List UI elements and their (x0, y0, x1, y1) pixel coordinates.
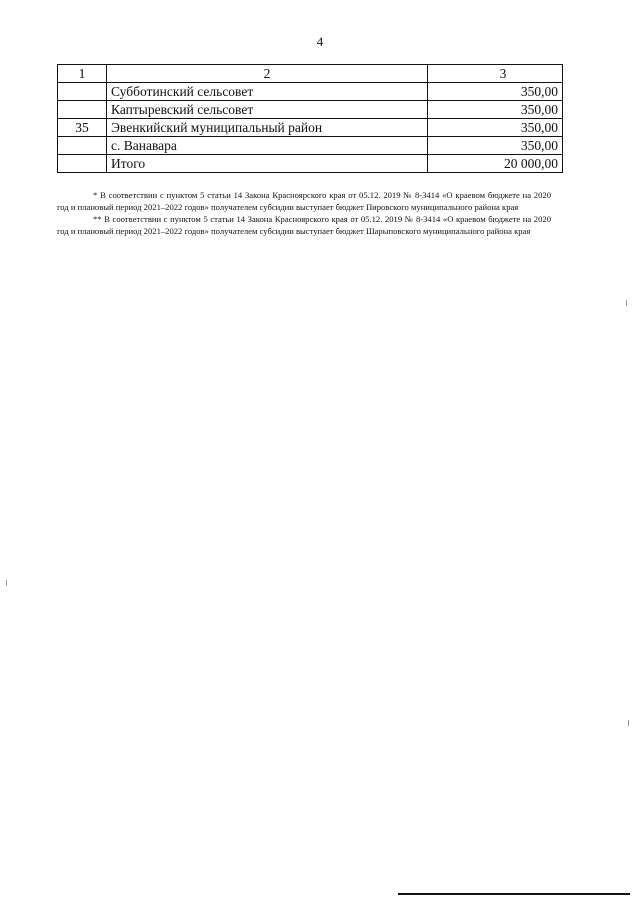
row-amount: 350,00 (428, 119, 563, 137)
row-amount: 20 000,00 (428, 155, 563, 173)
row-number (58, 137, 107, 155)
footnote-1: * В соответствии с пунктом 5 статьи 14 Закона Красноярского края от 05.12. 2019 № 8-3414 «О краевом бюджете на 2020 год и плановый период 2021–2022 годов» получателем субсидии выступает бюджет Пировского муниципального района края (57, 190, 551, 212)
footnote-2: ** В соответствии с пунктом 5 статьи 14 Закона Красноярского края от 05.12. 2019 № 8-3414 «О краевом бюджете на 2020 год и плановый период 2021–2022 годов» получателем субсидии выступает бюджет Шарыповского муниципального района края (57, 214, 551, 236)
table-row (58, 119, 563, 137)
scan-speck (628, 720, 629, 726)
row-number: 35 (58, 119, 107, 137)
page-number: 4 (316, 34, 324, 49)
header-col-3: 3 (428, 65, 563, 83)
table-total-row (58, 155, 563, 173)
header-col-1: 1 (58, 65, 107, 83)
row-name: Субботинский сельсовет (107, 83, 428, 101)
bottom-rule (398, 893, 630, 895)
row-name: Эвенкийский муниципальный район (107, 119, 428, 137)
row-name: Каптыревский сельсовет (107, 101, 428, 119)
budget-table (57, 64, 563, 173)
row-amount: 350,00 (428, 101, 563, 119)
row-number (58, 83, 107, 101)
row-amount: 350,00 (428, 83, 563, 101)
scan-speck (6, 580, 7, 586)
table-row (58, 137, 563, 155)
row-number (58, 101, 107, 119)
row-amount: 350,00 (428, 137, 563, 155)
header-col-2: 2 (107, 65, 428, 83)
footnotes (57, 189, 551, 237)
row-number (58, 155, 107, 173)
scan-speck (626, 300, 627, 306)
table-header-row (58, 65, 563, 83)
table-row (58, 83, 563, 101)
row-name: Итого (107, 155, 428, 173)
row-name: с. Ванавара (107, 137, 428, 155)
table-row (58, 101, 563, 119)
